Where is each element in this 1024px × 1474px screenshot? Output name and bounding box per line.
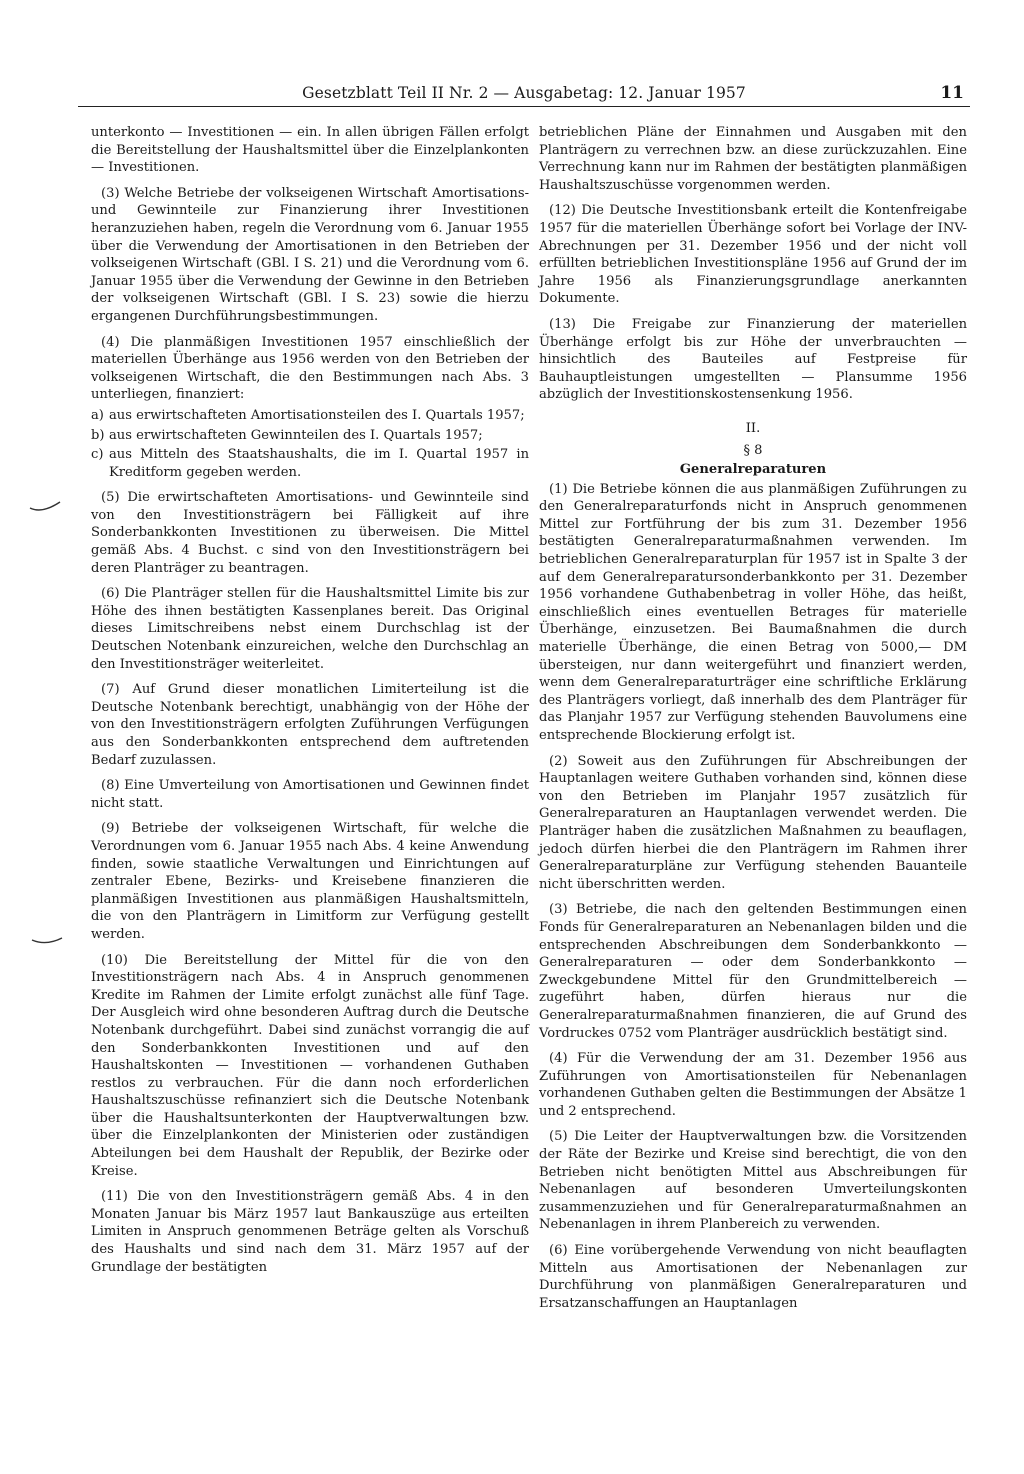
section-paragraph-4: (4) Für die Verwendung der am 31. Dezember 1956 aus Zuführungen von Amortisationsteilen für Nebenanlagen vorhandenen Guthaben gelten die Bestimmungen der Absätze 1 und 2 entsprechend. [539,1051,967,1119]
section-title: Generalreparaturen [679,462,827,478]
paragraph-7: (7) Auf Grund dieser monatlichen Limiterteilung ist die Deutsche Notenbank berechtigt, unabhängig von der Höhe der von den Investitionsträgern erfolgten Zuführungen Verfügungen aus den Sonderbankkonten entsprechend dem auftretenden Bedarf zuzulassen. [91,682,529,768]
paragraph-3: (3) Welche Betriebe der volkseigenen Wirtschaft Amortisations- und Gewinnteile zur Finanzierung ihrer Investitionen heranzuziehen haben, regeln die Verordnung vom 6. Januar 1955 über die Verwendung der Amortisationen in den Betrieben der volkseigenen Wirtschaft (GBl. I S. 21) und die Verordnung vom 6. Januar 1955 über die Verwendung der Gewinne in den Betrieben der volkseigenen Wirtschaft (GBl. I S. 23) sowie die hierzu ergangenen Durchführungsbestimmungen. [91,185,529,324]
list-text: aus erwirtschafteten Gewinnteilen des I. Quartals 1957; [109,427,483,443]
paragraph-6: (6) Die Planträger stellen für die Haushaltsmittel Limite bis zur Höhe des ihnen bestätigten Kassenplanes bereit. Das Original dieses Limitschreibens nebst einem Durchschlag ist der Deutschen Notenbank einzureichen, welche den Durchschlag an den Investitionsträger weiterleitet. [91,586,529,672]
page-header [78,84,970,107]
left-column [91,124,529,1284]
paragraph-4: (4) Die planmäßigen Investitionen 1957 einschließlich der materiellen Überhänge aus 1956 werden von den Betrieben der volkseigenen Wirtschaft, die den Bestimmungen nach Abs. 3 unterliegen, finanziert: [91,334,529,403]
list-item [91,407,529,425]
section-paragraph-2: (2) Soweit aus den Zuführungen für Abschreibungen der Hauptanlagen weitere Guthaben vorhanden sind, können diese von den Betrieben im Planjahr 1957 zusätzlich für Generalreparaturen an Hauptanlagen verwendet werden. Die Planträger haben die zusätzlichen Maßnahmen zu beauflagen, jedoch dürfen hierbei die den Planträgern im Rahmen ihrer Generalreparaturpläne zur Verfügung stehenden Bauanteile nicht überschritten werden. [539,753,967,892]
section-paragraph-6: (6) Eine vorübergehende Verwendung von nicht beauflagten Mitteln aus Amortisationen der Nebenanlagen zur Durchführung von planmäßigen Generalreparaturen und Ersatzanschaffungen an Hauptanlagen [539,1243,967,1311]
paragraph-11: (11) Die von den Investitionsträgern gemäß Abs. 4 in den Monaten Januar bis März 1957 laut Bankauszüge aus erteilten Limiten in Anspruch genommenen Beträge gelten als Vorschuß des Haushalts und sind nach dem 31. März 1957 auf der Grundlage der bestätigten [91,1189,529,1275]
paragraph: betrieblichen Pläne der Einnahmen und Ausgaben mit den Planträgern zu verrechnen bzw. an diese zurückzuzahlen. Eine Verrechnung kann nur im Rahmen der bestätigten planmäßigen Haushaltszuschüsse vorgenommen werden. [539,125,967,193]
right-column [539,124,967,1320]
section-paragraph-1: (1) Die Betriebe können die aus planmäßigen Zuführungen zu den Generalreparaturfonds nicht in Anspruch genommenen Mittel zur Fortführung der bis zum 31. Dezember 1956 bestätigten Generalreparaturmaßnahmen verwenden. Im betrieblichen Generalreparaturplan für 1957 ist in Spalte 3 der auf dem Generalreparatursonderbankkonto per 31. Dezember 1956 vorhandene Guthabenbetrag in voller Höhe, das heißt, einschließlich eines eventuellen Betrages für materielle Überhänge, einzusetzen. Bei Baumaßnahmen die durch materielle Überhänge, die einen Betrag von 5000,— DM übersteigen, nur dann weitergeführt und finanziert werden, wenn dem Generalreparaturträger eine schriftliche Erklärung des Planträgers vorliegt, daß innerhalb des dem Planträger für das Planjahr 1957 zur Verfügung stehenden Bauvolumens eine entsprechende Blockierung erfolgt ist. [539,481,967,743]
list-label: c) [91,447,104,463]
section-number: § 8 [743,442,763,458]
paragraph: unterkonto — Investitionen — ein. In allen übrigen Fällen erfolgt die Bereitstellung der Haushaltsmittel über die Einzelplankonten — Investitionen. [91,125,529,176]
paragraph-10: (10) Die Bereitstellung der Mittel für die von den Investitionsträgern nach Abs. 4 in Anspruch genommenen Kredite im Rahmen der Limite erfolgt zunächst alle fünf Tage. Der Ausgleich wird ohne besonderen Auftrag durch die Deutsche Notenbank durchgeführt. Dabei sind zunächst vorrangig die auf den Sonderbankkonten Investitionen und auf den Haushaltskonten — Investitionen — vorhandenen Guthaben restlos zu verbrauchen. Für die dann noch erforderlichen Haushaltszuschüsse refinanziert sich die Deutsche Notenbank über die Haushaltsunterkonten der Hauptverwaltungen bzw. über die Einzelplankonten der Ministerien oder zuständigen Abteilungen bei dem Haushalt der Republik, der Bezirke oder Kreise. [91,952,529,1179]
list-item [91,427,529,445]
section-paragraph-5: (5) Die Leiter der Hauptverwaltungen bzw. die Vorsitzenden der Räte der Bezirke und Kreise sind berechtigt, die von den Betrieben nicht benötigten Mittel aus Abschreibungen für Nebenanlagen auf besonderen Umverteilungskonten zusammenzuziehen und für Generalreparaturmaßnahmen an Nebenanlagen in ihrem Planbereich zu verwenden. [539,1129,967,1233]
paragraph-5: (5) Die erwirtschafteten Amortisations- und Gewinnteile sind von den Investitionsträgern bei Fälligkeit auf ihre Sonderbankkonten Investitionen zu überweisen. Die Mittel gemäß Abs. 4 Buchst. c sind von den Investitionsträgern bei deren Planträger zu beantragen. [91,490,529,576]
pen-mark-icon [28,500,62,518]
header-title: Gesetzblatt Teil II Nr. 2 — Ausgabetag: 12. Januar 1957 [302,84,746,102]
list-text: aus erwirtschafteten Amortisationsteilen des I. Quartals 1957; [109,407,525,423]
page-number: 11 [940,83,964,103]
paragraph-12: (12) Die Deutsche Investitionsbank erteilt die Kontenfreigabe 1957 für die materiellen Überhänge sofort bei Vorlage der INV-Abrechnungen per 31. Dezember 1956 und der nicht voll erfüllten betrieblichen Investitionspläne 1956 auf Grund der im Jahre 1956 als Finanzierungsgrundlage anerkannten Dokumente. [539,203,967,307]
list-text: aus Mitteln des Staatshaushalts, die im I. Quartal 1957 in Kreditform gegeben werden. [109,447,529,480]
pen-mark-icon [30,934,64,952]
section-roman-numeral: II. [745,420,761,436]
list-label: b) [91,427,105,443]
paragraph-9: (9) Betriebe der volkseigenen Wirtschaft, für welche die Verordnungen vom 6. Januar 1955 nach Abs. 4 keine Anwendung finden, sowie staatliche Verwaltungen und Einrichtungen auf zentraler Ebene, Bezirks- und Kreisebene finanzieren die planmäßigen Investitionen aus planmäßigen Haushaltsmitteln, die von den Planträgern in Limitform zur Verfügung gestellt werden. [91,821,529,942]
paragraph-8: (8) Eine Umverteilung von Amortisationen und Gewinnen findet nicht statt. [91,778,529,811]
list-label: a) [91,407,104,423]
section-paragraph-3: (3) Betriebe, die nach den geltenden Bestimmungen einen Fonds für Generalreparaturen an Nebenanlagen bilden und die entsprechenden Abschreibungen dem Sonderbankkonto — Generalreparaturen — oder dem Sonderbankkonto — Zweckgebundene Mittel für den Grundmittelbereich — zugeführt haben, dürfen hieraus nur die Generalreparaturmaßnahmen finanzieren, die auf Grund des Vordruckes 0752 vom Planträger ausdrücklich bestätigt sind. [539,902,967,1041]
paragraph-13: (13) Die Freigabe zur Finanzierung der materiellen Überhänge erfolgt bis zur Höhe der unverbrauchten — hinsichtlich des Bauteiles auf Festpreise für Bauhauptleistungen umgestellten — Plansumme 1956 abzüglich der Investitionskostensenkung 1956. [539,316,967,403]
list-item [91,446,529,481]
